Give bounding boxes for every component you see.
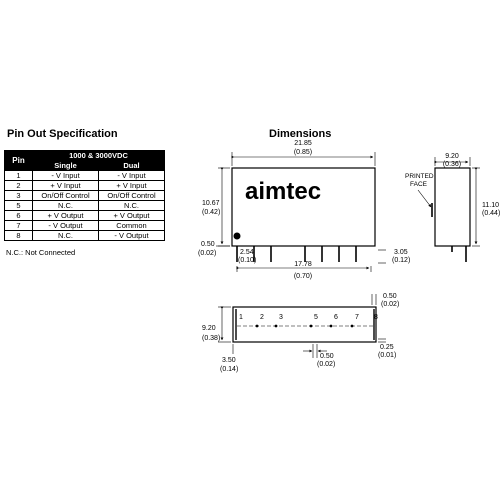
top-pin-dot bbox=[256, 325, 259, 328]
pin-cell-dual: N.C. bbox=[99, 201, 165, 211]
top-pin-number: 5 bbox=[314, 314, 318, 321]
side-height-mm: 11.10 bbox=[482, 202, 499, 209]
standoff-mm: 0.50 bbox=[201, 241, 215, 248]
top-pin-number: 7 bbox=[355, 314, 359, 321]
height-mm: 10.67 bbox=[202, 200, 220, 207]
dimensions-title: Dimensions bbox=[269, 128, 332, 140]
pin-dia-mm: 0.50 bbox=[320, 353, 334, 360]
top-width-mm: 9.20 bbox=[202, 325, 216, 332]
pin-cell-single: N.C. bbox=[33, 201, 99, 211]
side-body bbox=[435, 168, 470, 246]
top-offset-in: (0.14) bbox=[220, 366, 239, 373]
top-pin-dot bbox=[310, 325, 313, 328]
pinlen-in: (0.12) bbox=[392, 257, 411, 264]
pin-cell-pin: 2 bbox=[5, 181, 33, 191]
printed-face-label-2: FACE bbox=[410, 181, 427, 188]
pin-cell-dual: On/Off Control bbox=[99, 191, 165, 201]
pin1-marker-dot bbox=[234, 233, 241, 240]
top-pin-in: (0.02) bbox=[381, 301, 400, 308]
pin-thk-mm: 0.25 bbox=[380, 344, 394, 351]
top-pin-number: 1 bbox=[239, 314, 243, 321]
pin-cell-dual: - V Input bbox=[99, 171, 165, 181]
length-in: (0.85) bbox=[293, 149, 313, 156]
pin-cell-pin: 5 bbox=[5, 201, 33, 211]
side-width-in: (0.36) bbox=[442, 161, 462, 168]
side-height-in: (0.44) bbox=[482, 210, 500, 217]
pin-dia-in: (0.02) bbox=[317, 361, 336, 368]
span-mm: 17.78 bbox=[294, 261, 312, 268]
brand-logo: aimtec bbox=[245, 178, 322, 205]
nc-note: N.C.: Not Connected bbox=[6, 248, 76, 257]
pin-cell-dual: Common bbox=[99, 221, 165, 231]
top-pin-number: 6 bbox=[334, 314, 338, 321]
pin-cell-single: + V Input bbox=[33, 181, 99, 191]
top-pin-mm: 0.50 bbox=[383, 293, 397, 300]
top-pin-number: 2 bbox=[260, 314, 264, 321]
height-in: (0.42) bbox=[202, 209, 221, 216]
pin-cell-dual: - V Output bbox=[99, 231, 165, 241]
pin-cell-dual: + V Input bbox=[99, 181, 165, 191]
top-pin-number: 8 bbox=[374, 314, 378, 321]
pin-cell-dual: + V Output bbox=[99, 211, 165, 221]
pin-cell-single: On/Off Control bbox=[33, 191, 99, 201]
pin-cell-pin: 6 bbox=[5, 211, 33, 221]
pin-cell-single: - V Input bbox=[33, 171, 99, 181]
pin-cell-pin: 3 bbox=[5, 191, 33, 201]
top-offset-mm: 3.50 bbox=[222, 357, 236, 364]
top-pin-number: 3 bbox=[279, 314, 283, 321]
top-width-in: (0.38) bbox=[202, 335, 221, 342]
pitch-in: (0.10) bbox=[238, 257, 257, 264]
header-dual: Dual bbox=[99, 161, 165, 171]
header-pin: Pin bbox=[5, 151, 33, 171]
span-in: (0.70) bbox=[293, 273, 313, 280]
pin-cell-single: N.C. bbox=[33, 231, 99, 241]
pin-cell-pin: 1 bbox=[5, 171, 33, 181]
top-pin-dot bbox=[330, 325, 333, 328]
front-view bbox=[198, 140, 410, 280]
top-body bbox=[233, 307, 376, 342]
pitch-mm: 2.54 bbox=[240, 249, 254, 256]
standoff-in: (0.02) bbox=[198, 250, 217, 257]
side-width-mm: 9.20 bbox=[445, 153, 459, 160]
length-mm: 21.85 bbox=[294, 140, 312, 147]
printed-face-label-1: PRINTED bbox=[405, 173, 434, 180]
pin-cell-single: + V Output bbox=[33, 211, 99, 221]
top-pin-dot bbox=[275, 325, 278, 328]
header-group: 1000 & 3000VDC bbox=[33, 151, 165, 161]
side-view bbox=[405, 153, 500, 262]
pin-cell-pin: 7 bbox=[5, 221, 33, 231]
pinout-title: Pin Out Specification bbox=[7, 128, 118, 140]
pin-thk-in: (0.01) bbox=[378, 352, 397, 359]
pin-cell-single: - V Output bbox=[33, 221, 99, 231]
header-single: Single bbox=[33, 161, 99, 171]
pinlen-mm: 3.05 bbox=[394, 249, 408, 256]
top-pin-dot bbox=[351, 325, 354, 328]
pin-cell-pin: 8 bbox=[5, 231, 33, 241]
top-view bbox=[202, 293, 399, 373]
